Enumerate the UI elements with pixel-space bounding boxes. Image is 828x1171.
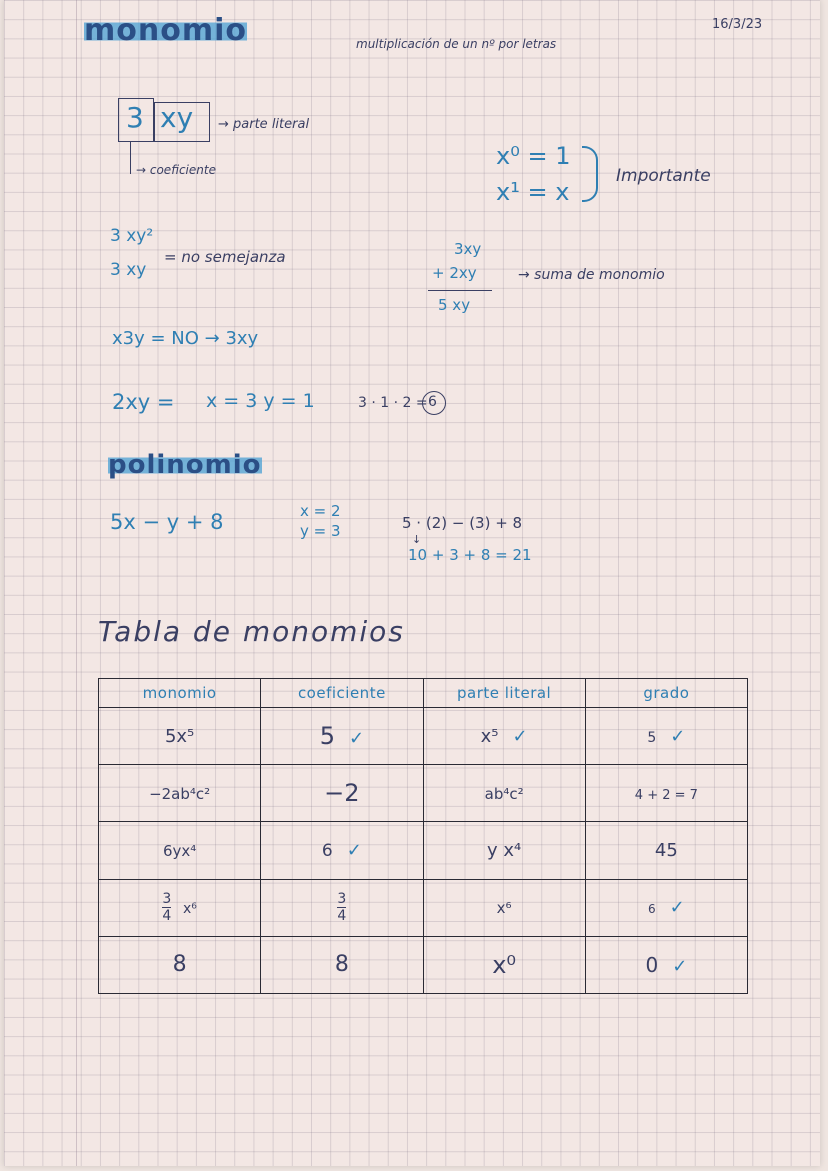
polinomio-y-value: y = 3: [300, 522, 341, 540]
monomios-table: [98, 678, 748, 994]
important-label: Importante: [616, 166, 711, 186]
cell-monomio-text: 8: [172, 952, 187, 978]
cell-literal: [423, 822, 585, 879]
evaluate-calc: 3 · 1 · 2 =: [358, 395, 428, 411]
header-grado: grado: [585, 679, 747, 708]
cell-monomio: [99, 879, 261, 936]
table-row: [99, 765, 748, 822]
table-row: [99, 822, 748, 879]
literal-box-text: xy: [160, 101, 194, 134]
header-coeficiente: coeficiente: [261, 679, 423, 708]
cell-monomio: [99, 708, 261, 765]
monomio-fraction: [162, 891, 171, 924]
coef-fraction: [337, 891, 346, 924]
cell-grado-text: 5: [647, 729, 657, 746]
polinomio-expr: 5x − y + 8: [110, 510, 224, 534]
cell-coef-text: 8: [334, 952, 349, 978]
fraction-denominator: 4: [337, 908, 347, 925]
important-line-2: x¹ = x: [496, 178, 570, 206]
cell-coef: [261, 879, 423, 936]
cell-literal-text: x⁵: [480, 725, 499, 747]
polinomio-result: 10 + 3 + 8 = 21: [408, 546, 532, 564]
sum-a: 3xy: [454, 240, 482, 258]
cell-coef-text: −2: [324, 779, 360, 808]
title-subtitle: multiplicación de un nº por letras: [356, 37, 557, 51]
table-header-row: [99, 679, 748, 708]
cell-grado: [585, 822, 747, 879]
table-title: Tabla de monomios: [98, 615, 405, 648]
cell-coef: [261, 936, 423, 993]
cell-literal: [423, 936, 585, 993]
evaluate-expr: 2xy =: [112, 390, 175, 414]
check-icon: ✓: [348, 728, 365, 750]
cell-monomio: [99, 765, 261, 822]
cell-monomio: [99, 936, 261, 993]
cell-monomio-text: −2ab⁴c²: [149, 784, 211, 803]
cell-literal-text: ab⁴c²: [484, 784, 524, 803]
cell-grado-text: 4 + 2 = 7: [634, 787, 698, 803]
cell-grado: [585, 708, 747, 765]
cell-literal: [423, 879, 585, 936]
cell-grado: [585, 879, 747, 936]
cell-coef-text: 6: [321, 841, 333, 861]
cell-literal-text: y x⁴: [487, 840, 522, 861]
cell-grado-text: 0: [645, 952, 659, 977]
cell-coef: [261, 822, 423, 879]
sum-line: [428, 290, 492, 291]
fraction-numerator: 3: [337, 891, 347, 908]
cell-literal: [423, 765, 585, 822]
coef-box-text: 3: [126, 101, 144, 134]
table-row: [99, 879, 748, 936]
cell-grado-text: 45: [654, 840, 678, 861]
date: 16/3/23: [712, 17, 763, 32]
cell-grado-text: 6: [648, 902, 656, 917]
sum-label: → suma de monomio: [518, 267, 665, 283]
header-monomio: monomio: [99, 679, 261, 708]
evaluate-values: x = 3 y = 1: [206, 390, 315, 412]
cell-grado: [585, 765, 747, 822]
cell-monomio: [99, 822, 261, 879]
cell-grado: [585, 936, 747, 993]
cell-literal-text: x⁰: [492, 950, 517, 979]
cell-coef-text: 5: [319, 722, 335, 751]
polinomio-arrow: ↓: [412, 533, 422, 546]
section-title-polinomio: polinomio: [108, 450, 262, 480]
cell-coef: [261, 708, 423, 765]
coef-pointer: [130, 142, 131, 174]
table-row: [99, 936, 748, 993]
evaluate-result: 6: [428, 394, 437, 410]
polinomio-substitution: 5 · (2) − (3) + 8: [402, 514, 523, 532]
check-icon: ✓: [346, 840, 362, 861]
notebook-page: [4, 0, 820, 1166]
table-row: [99, 708, 748, 765]
fraction-numerator: 3: [162, 891, 172, 908]
cell-coef: [261, 765, 423, 822]
monomio-variable: x⁶: [183, 900, 197, 917]
header-parte-literal: parte literal: [423, 679, 585, 708]
similarity-label: = no semejanza: [164, 248, 286, 266]
check-icon: ✓: [672, 955, 688, 977]
important-brace: [582, 146, 598, 202]
cell-literal: [423, 708, 585, 765]
literal-label: → parte literal: [218, 117, 310, 132]
margin-line: [76, 0, 77, 1166]
sum-b: + 2xy: [432, 264, 477, 282]
important-line-1: x⁰ = 1: [496, 142, 571, 170]
order-rule: x3y = NO → 3xy: [112, 328, 259, 349]
check-icon: ✓: [512, 725, 528, 747]
check-icon: ✓: [669, 897, 685, 919]
cell-literal-text: x⁶: [496, 899, 512, 918]
check-icon: ✓: [670, 725, 686, 747]
sum-result: 5 xy: [438, 296, 471, 314]
cell-monomio-text: 5x⁵: [164, 725, 195, 747]
cell-monomio-text: 6yx⁴: [162, 842, 197, 860]
similarity-term-1: 3 xy²: [110, 226, 154, 246]
fraction-denominator: 4: [162, 908, 172, 925]
page-title: monomio: [84, 13, 247, 48]
polinomio-x-value: x = 2: [300, 502, 341, 520]
similarity-term-2: 3 xy: [110, 260, 147, 280]
coef-label: → coeficiente: [136, 163, 216, 177]
